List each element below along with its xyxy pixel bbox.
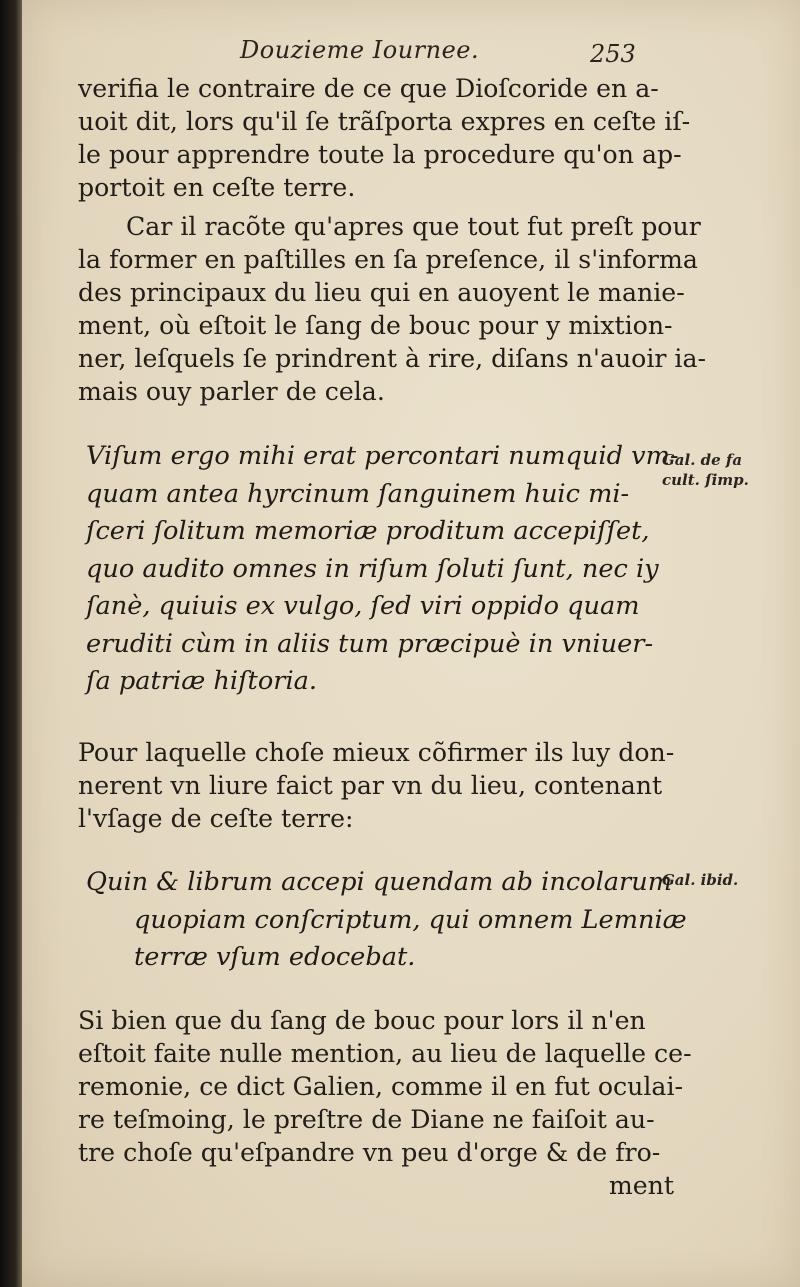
text-line: ment, où eſtoit le ſang de bouc pour y mixtion- [78,311,673,340]
text-line: Car il racõte qu'apres que tout fut preſt pour [126,212,701,241]
text-line: portoit en ceſte terre. [78,173,356,202]
text-line: le pour apprendre toute la procedure qu'on ap- [78,140,682,169]
text-line: des principaux du lieu qui en auoyent le manie- [78,278,685,307]
paragraph-2 [78,210,707,408]
text-line: terræ vſum edocebat. [134,942,416,972]
text-line: l'vſage de ceſte terre: [78,804,354,833]
text-line: ſa patriæ hiſtoria. [86,666,318,696]
running-title: Douzieme Iournee. [240,36,480,64]
text-line: Viſum ergo mihi erat percontari numquid vm- [86,441,679,471]
text-line: quo audito omnes in riſum ſoluti ſunt, nec iy [86,553,659,584]
book-gutter [0,0,22,1287]
text-line: re teſmoing, le preſtre de Diane ne faiſoit au- [78,1105,655,1134]
margin-note-gal-de-facult [662,450,792,490]
text-line: uoit dit, lors qu'il ſe trãſporta expres en ceſte iſ- [78,107,691,136]
text-line: Si bien que du ſang de bouc pour lors il n'en [78,1006,646,1035]
text-line: Quin & librum accepi quendam ab incolarum [86,867,673,897]
text-line: quopiam conſcriptum, qui omnem Lemniæ [134,904,687,935]
margin-note-gal-ibid [662,870,792,890]
book-page [22,0,800,1287]
margin-note-line: Gal. ibid. [662,871,739,889]
margin-note-line: Gal. de fa [662,451,743,469]
text-line: tre choſe qu'eſpandre vn peu d'orge & de fro- [78,1138,661,1167]
paragraph-3 [78,736,678,835]
text-line: ſanè, quiuis ex vulgo, ſed viri oppido quam [86,591,640,621]
text-line: la former en paſtilles en ſa preſence, il s'informa [78,245,698,274]
text-line: ſceri ſolitum memoriæ proditum accepiſſet, [86,516,650,546]
paragraph-1 [78,72,691,204]
text-line: ner, leſquels ſe prindrent à rire, diſans n'auoir ia- [78,344,707,373]
text-line: eſtoit faite nulle mention, au lieu de laquelle ce- [78,1039,692,1068]
page-number: 253 [590,40,636,68]
margin-note-line: cult. ſimp. [662,471,749,489]
text-line: Pour laquelle choſe mieux cõfirmer ils luy don- [78,738,675,767]
catchword: ment [608,1171,674,1200]
paragraph-4 [78,1004,692,1202]
text-line: eruditi cùm in aliis tum præcipuè in vniuer- [86,628,654,659]
text-line: remonie, ce dict Galien, comme il en fut oculai- [78,1072,684,1101]
text-line: nerent vn liure faict par vn du lieu, contenant [78,771,663,800]
latin-quote-2 [86,864,686,977]
text-line: verifia le contraire de ce que Dioſcoride en a- [78,74,659,103]
text-line: quam antea hyrcinum ſanguinem huic mi- [86,478,630,509]
text-line: mais ouy parler de cela. [78,377,385,406]
latin-quote-1 [86,438,686,701]
page-header [22,32,800,72]
